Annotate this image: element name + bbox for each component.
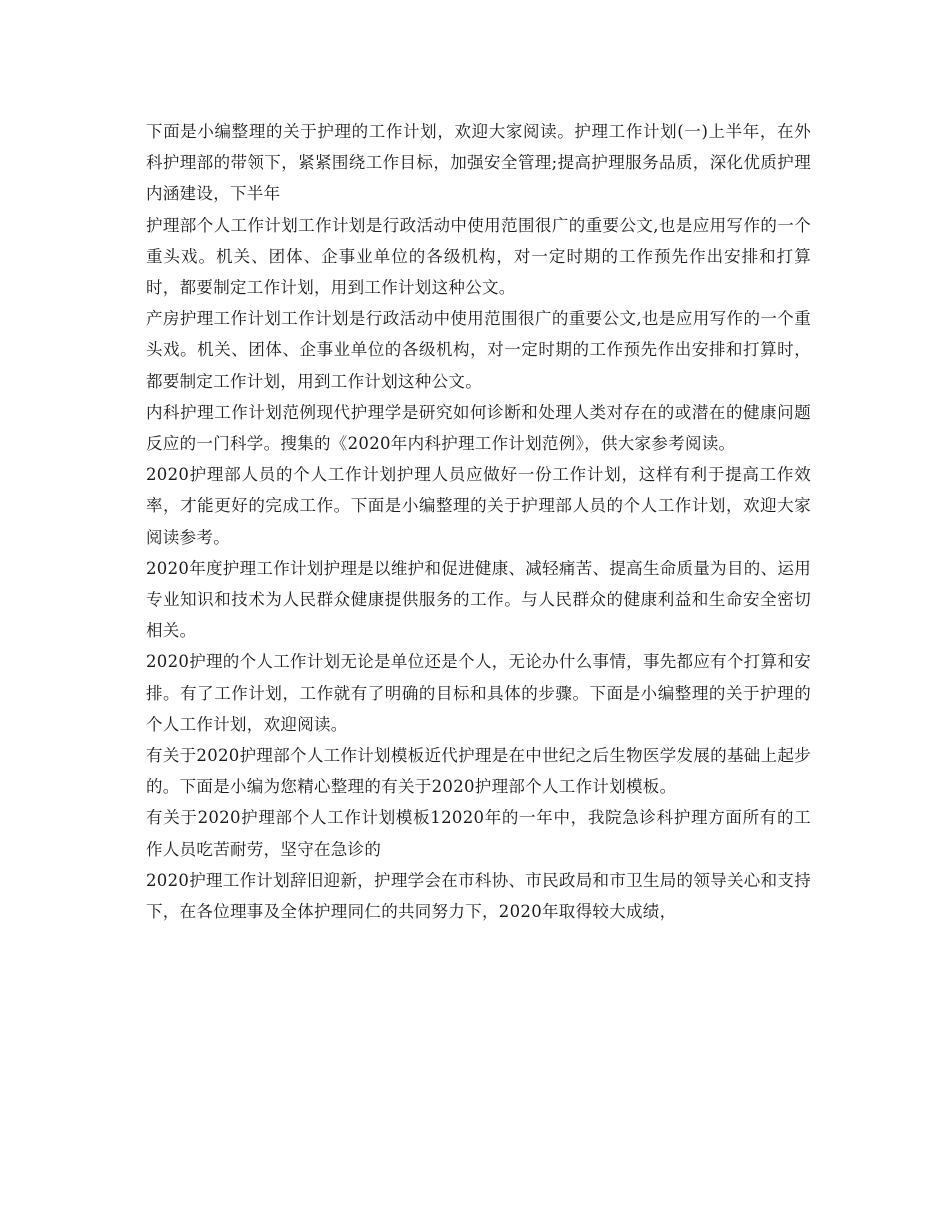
paragraph-1: 下面是小编整理的关于护理的工作计划，欢迎大家阅读。护理工作计划(一)上半年，在外科护理部的带领下，紧紧围绕工作目标，加强安全管理;提高护理服务品质，深化优质护理内涵建设，下半年 — [146, 122, 811, 204]
paragraph-7: 2020护理的个人工作计划无论是单位还是个人，无论办什么事情，事先都应有个打算和安排。有了工作计划，工作就有了明确的目标和具体的步骤。下面是小编整理的关于护理的个人工作计划，欢迎阅读。 — [146, 652, 811, 734]
document-body — [146, 116, 811, 927]
paragraph-2: 护理部个人工作计划工作计划是行政活动中使用范围很广的重要公文,也是应用写作的一个重头戏。机关、团体、企事业单位的各级机构，对一定时期的工作预先作出安排和打算时，都要制定工作计划，用到工作计划这种公文。 — [146, 215, 811, 298]
paragraph-8: 有关于2020护理部个人工作计划模板近代护理是在中世纪之后生物医学发展的基础上起步的。下面是小编为您精心整理的有关于2020护理部个人工作计划模板。 — [146, 746, 811, 797]
paragraph-4: 内科护理工作计划范例现代护理学是研究如何诊断和处理人类对存在的或潜在的健康问题反应的一门科学。搜集的《2020年内科护理工作计划范例》，供大家参考阅读。 — [146, 402, 811, 454]
paragraph-6: 2020年度护理工作计划护理是以维护和促进健康、减轻痛苦、提高生命质量为目的、运用专业知识和技术为人民群众健康提供服务的工作。与人民群众的健康利益和生命安全密切相关。 — [146, 558, 811, 641]
paragraph-3: 产房护理工作计划工作计划是行政活动中使用范围很广的重要公文,也是应用写作的一个重头戏。机关、团体、企事业单位的各级机构，对一定时期的工作预先作出安排和打算时，都要制定工作计划，用到工作计划这种公文。 — [146, 309, 811, 391]
paragraph-5: 2020护理部人员的个人工作计划护理人员应做好一份工作计划，这样有利于提高工作效率，才能更好的完成工作。下面是小编整理的关于护理部人员的个人工作计划，欢迎大家阅读参考。 — [146, 465, 811, 547]
paragraph-10: 2020护理工作计划辞旧迎新，护理学会在市科协、市民政局和市卫生局的领导关心和支持下，在各位理事及全体护理同仁的共同努力下，2020年取得较大成绩， — [146, 870, 811, 922]
paragraph-9: 有关于2020护理部个人工作计划模板12020年的一年中，我院急诊科护理方面所有的工作人员吃苦耐劳，坚守在急诊的 — [146, 808, 811, 859]
